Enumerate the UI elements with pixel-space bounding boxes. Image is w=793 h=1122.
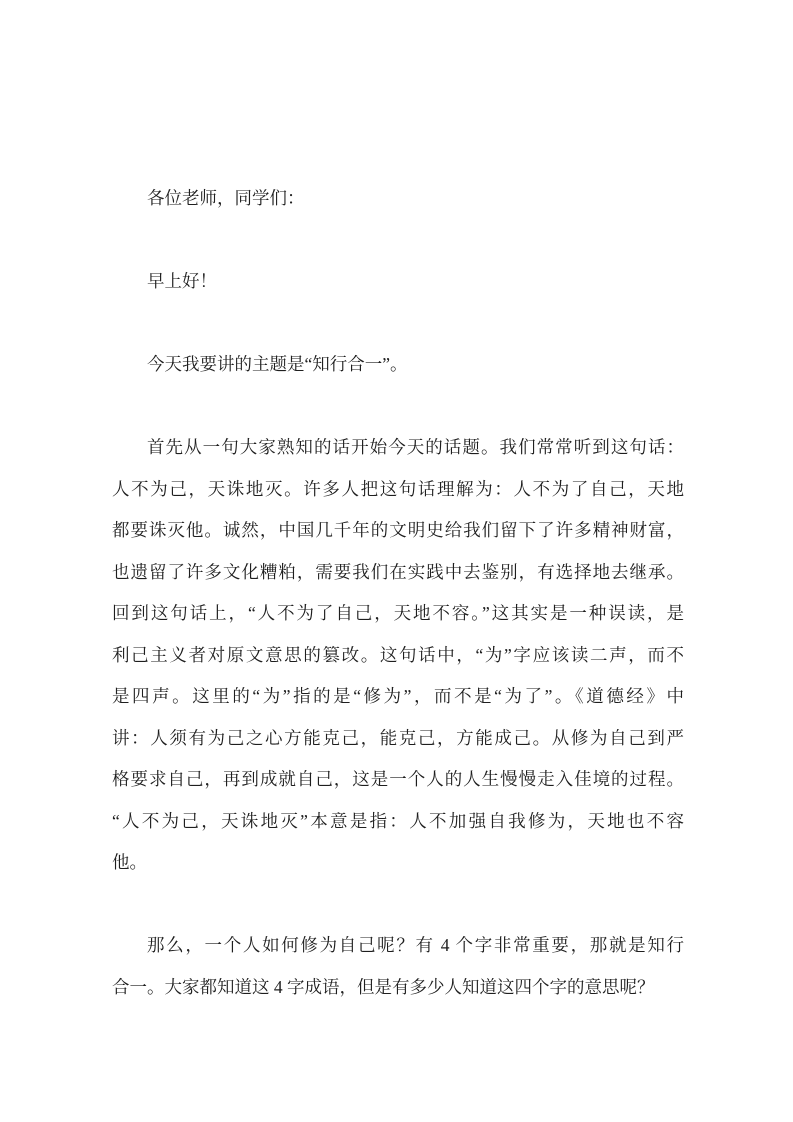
text-line: 早上好！ [147,271,217,291]
paragraph [112,427,684,884]
text-line: 回到这句话上，“人不为了自己，天地不容。”这其实是一种误读，是 [112,603,684,623]
document-text-block [112,178,684,1050]
text-line: 合一。大家都知道这 4 字成语，但是有多少人知道这四个字的意思呢？ [112,976,655,997]
text-line: 今天我要讲的主题是“知行合一”。 [147,354,408,374]
text-line: 人不为己，天诛地灭。许多人把这句话理解为：人不为了自己，天地 [112,478,684,499]
text-line: 他。 [112,852,147,872]
paragraph [112,344,684,386]
text-line: 格要求自己，再到成就自己，这是一个人的人生慢慢走入佳境的过程。 [112,769,684,789]
paragraph [112,925,684,1008]
text-line: 各位老师，同学们： [147,188,305,208]
text-line: 讲：人须有为己之心方能克己，能克己，方能成己。从修为自己到严 [112,727,684,748]
text-line: 首先从一句大家熟知的话开始今天的话题。我们常常听到这句话： [147,437,684,457]
text-line: 利己主义者对原文意思的篡改。这句话中，“为”字应该读二声，而不 [112,644,684,665]
text-line: 都要诛灭他。诚然，中国几千年的文明史给我们留下了许多精神财富， [112,520,684,540]
paragraph [112,178,684,220]
text-line: “人不为己，天诛地灭”本意是指：人不加强自我修为，天地也不容 [112,810,684,831]
paragraph [112,261,684,303]
text-line: 是四声。这里的“为”指的是“修为”，而不是“为了”。《道德经》中 [112,686,684,706]
text-line: 也遗留了许多文化糟粕，需要我们在实践中去鉴别，有选择地去继承。 [112,561,684,582]
text-line: 那么，一个人如何修为自己呢？有 4 个字非常重要，那就是知行 [147,935,684,955]
